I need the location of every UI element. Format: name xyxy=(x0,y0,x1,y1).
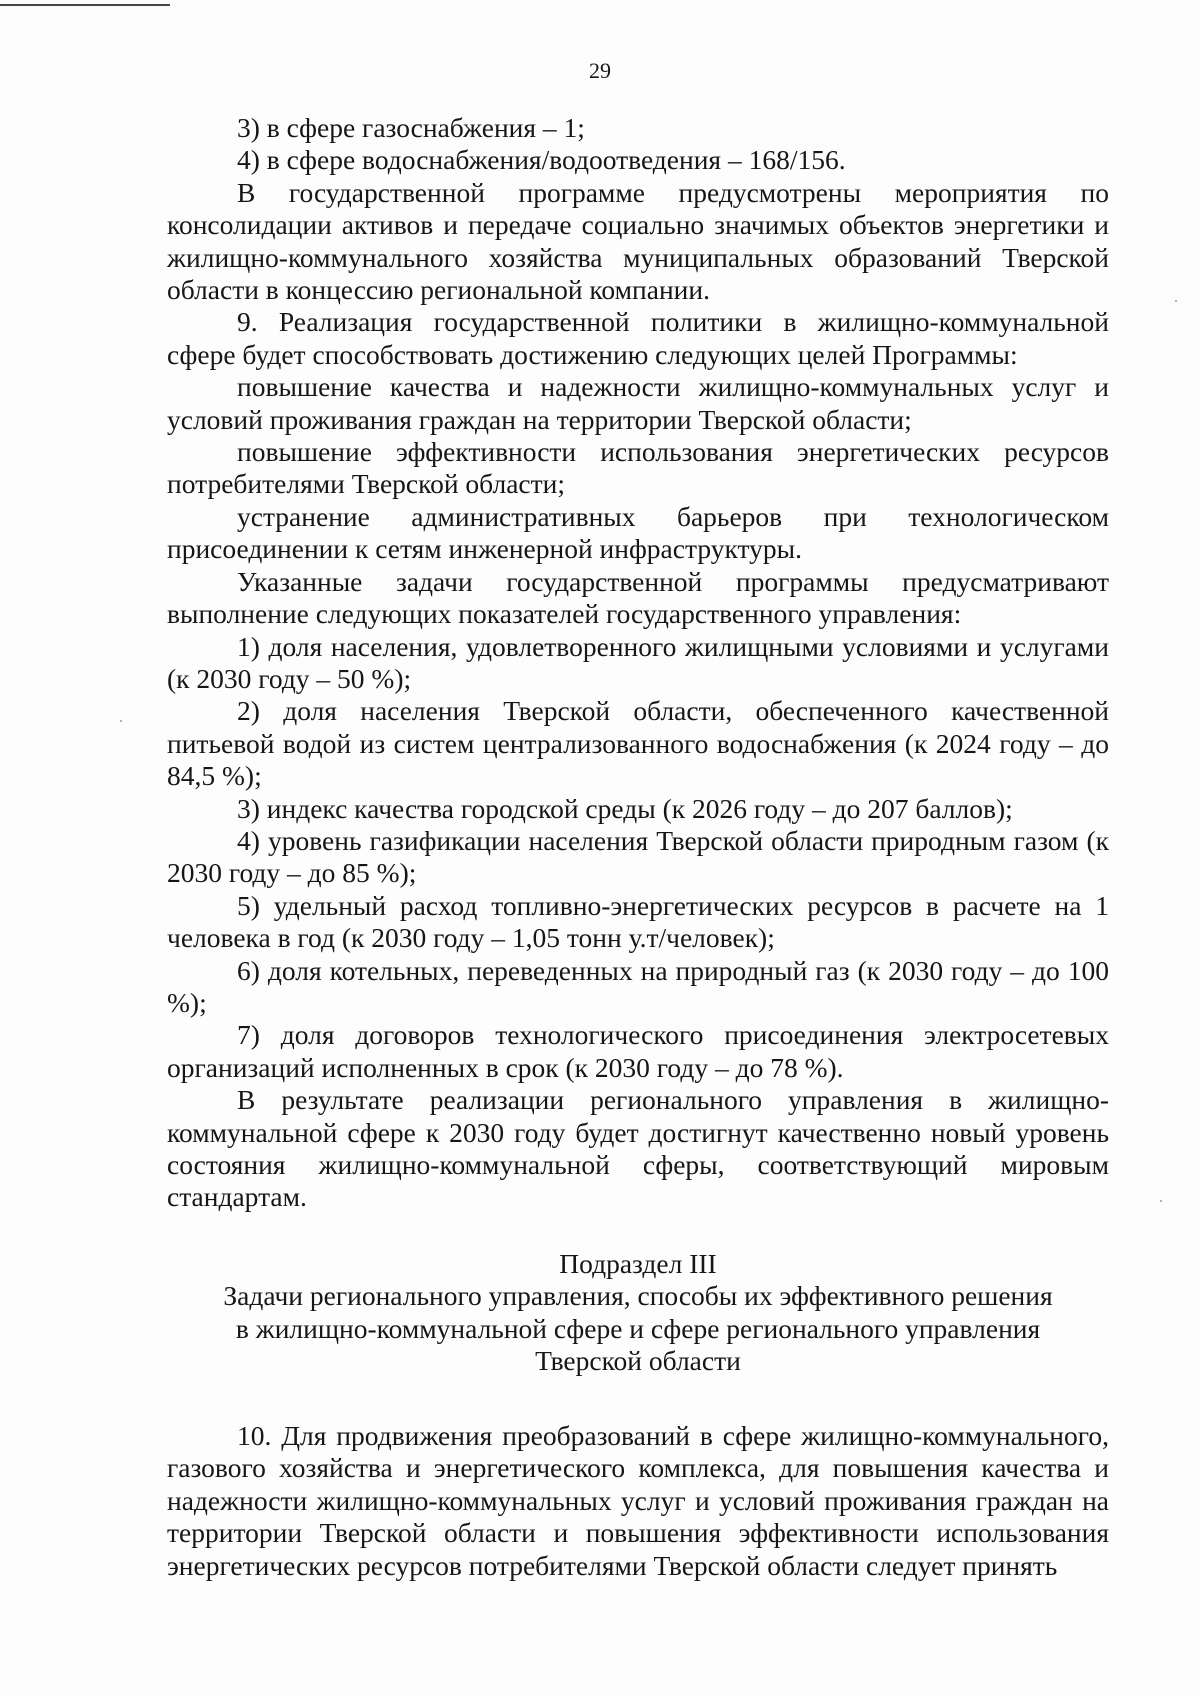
scan-speck xyxy=(120,720,122,722)
paragraph-indicator-1: 1) доля населения, удовлетворенного жилищными условиями и услугами (к 2030 году – 50 %); xyxy=(167,630,1109,694)
body-text xyxy=(167,112,1109,1214)
paragraph-gas-supply: 3) в сфере газоснабжения – 1; xyxy=(237,112,585,143)
scan-edge-rule xyxy=(0,4,170,6)
paragraph-indicator-2: 2) доля населения Тверской области, обеспеченного качественной питьевой водой из систем централизованного водоснабжения (к 2024 году – до 84,5 %); xyxy=(167,695,1109,792)
paragraph-item-9: 9. Реализация государственной политики в жилищно-коммунальной сфере будет способствовать достижению следующих целей Программы: xyxy=(167,306,1109,370)
scan-speck xyxy=(1175,300,1177,302)
section-title-line-2: в жилищно-коммунальной сфере и сфере регионального управления xyxy=(235,1312,1041,1344)
section-heading xyxy=(167,1248,1109,1378)
paragraph-item-10: 10. Для продвижения преобразований в сфере жилищно-коммунального, газового хозяйства и энергетического комплекса, для повышения качества и надежности жилищно-коммунальных услуг и условий проживания граждан на территории Тверской области и повышения эффективности использования энергетических ресурсов потребителями Тверской области следует принять xyxy=(167,1420,1109,1581)
section-title-line-3: Тверской области xyxy=(535,1345,741,1377)
paragraph-goal-quality: повышение качества и надежности жилищно-коммунальных услуг и условий проживания граждан на территории Тверской области; xyxy=(167,371,1109,435)
final-text xyxy=(167,1420,1109,1582)
paragraph-indicator-7: 7) доля договоров технологического присоединения электросетевых организаций исполненных в срок (к 2030 году – до 78 %). xyxy=(167,1019,1109,1083)
paragraph-water-supply: 4) в сфере водоснабжения/водоотведения – 168/156. xyxy=(237,144,846,176)
paragraph-indicator-4: 4) уровень газификации населения Тверской области природным газом (к 2030 году – до 85 %); xyxy=(167,824,1109,889)
paragraph-goal-barriers: устранение административных барьеров при технологическом присоединении к сетям инженерной инфраструктуры. xyxy=(167,500,1109,565)
paragraph-indicators-intro: Указанные задачи государственной программы предусматривают выполнение следующих показателей государственного управления: xyxy=(167,565,1109,630)
paragraph-indicator-6: 6) доля котельных, переведенных на природный газ (к 2030 году – до 100 %); xyxy=(167,954,1109,1018)
paragraph-indicator-3: 3) индекс качества городской среды (к 2026 году – до 207 баллов); xyxy=(237,792,1013,824)
paragraph-indicator-5: 5) удельный расход топливно-энергетических ресурсов в расчете на 1 человека в год (к 2030 году – 1,05 тонн у.т/человек); xyxy=(167,889,1109,954)
scan-speck xyxy=(1160,1200,1162,1202)
page-number: 29 xyxy=(589,58,611,83)
section-title-line-1: Задачи регионального управления, способы их эффективного решения xyxy=(223,1280,1053,1312)
paragraph-goal-efficiency: повышение эффективности использования энергетических ресурсов потребителями Тверской области; xyxy=(167,436,1109,500)
paragraph-concession: В государственной программе предусмотрены мероприятия по консолидации активов и передаче социально значимых объектов энергетики и жилищно-коммунального хозяйства муниципальных образований Тверской области в концессию региональной компании. xyxy=(167,176,1109,306)
section-label: Подраздел III xyxy=(559,1248,717,1279)
paragraph-result: В результате реализации регионального управления в жилищно-коммунальной сфере к 2030 году будет достигнут качественно новый уровень состояния жилищно-коммунальной сферы, соответствующий мировым стандартам. xyxy=(167,1084,1109,1213)
